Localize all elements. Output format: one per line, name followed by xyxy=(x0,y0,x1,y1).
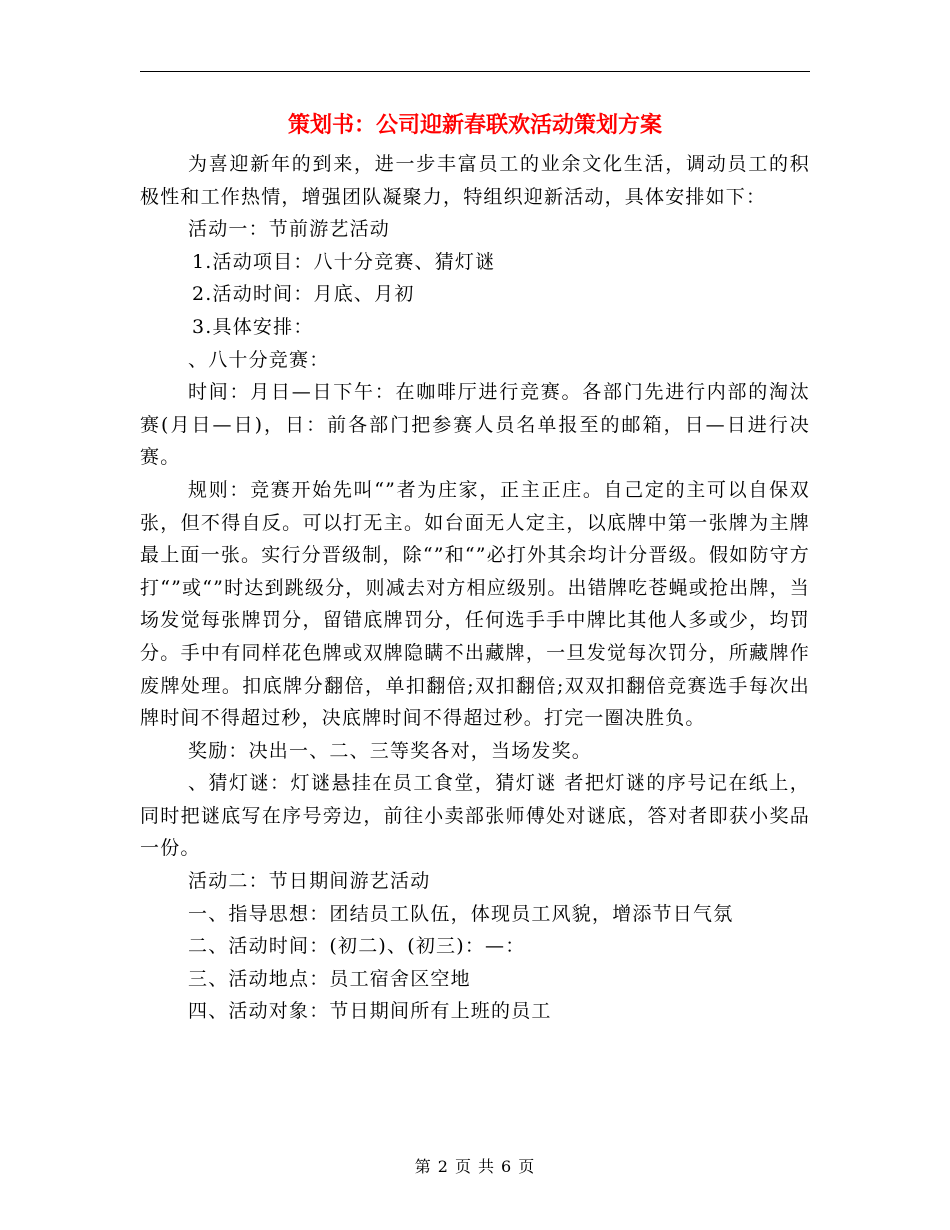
list-item-activity-items: 1.活动项目：八十分竞赛、猜灯谜 xyxy=(192,250,496,273)
document-body xyxy=(140,148,810,1028)
page-number: 2 xyxy=(437,1157,449,1176)
footer-label-gong: 共 xyxy=(478,1157,496,1176)
paragraph-activity-target: 四、活动对象：节日期间所有上班的员工 xyxy=(188,1000,552,1023)
section-heading-activity-1: 活动一：节前游艺活动 xyxy=(188,218,391,241)
section-heading-activity-2: 活动二：节日期间游艺活动 xyxy=(188,870,431,893)
paragraph-activity-location: 三、活动地点：员工宿舍区空地 xyxy=(188,967,471,990)
page-footer xyxy=(0,1154,950,1177)
paragraph-guiding-idea: 一、指导思想：团结员工队伍，体现员工风貌，增添节日气氛 xyxy=(188,902,734,925)
list-item-arrangement: 3.具体安排： xyxy=(192,315,314,338)
page-total: 6 xyxy=(501,1157,513,1176)
footer-label-di: 第 xyxy=(414,1157,432,1176)
header-rule xyxy=(140,71,810,72)
paragraph-lantern-riddles: 、猜灯谜：灯谜悬挂在员工食堂，猜灯谜 者把灯谜的序号记在纸上，同时把谜底写在序号旁边，前往小卖部张师傅处对谜底，答对者即获小奖品一份。 xyxy=(140,772,810,860)
footer-label-ye2: 页 xyxy=(518,1157,536,1176)
footer-label-ye: 页 xyxy=(454,1157,472,1176)
list-item-activity-time: 2.活动时间：月底、月初 xyxy=(192,283,415,306)
intro-paragraph: 为喜迎新年的到来，进一步丰富员工的业余文化生活，调动员工的积极性和工作热情，增强团队凝聚力，特组织迎新活动，具体安排如下： xyxy=(140,153,810,208)
subheading-eighty-points: 、八十分竞赛： xyxy=(188,348,330,371)
paragraph-activity-time: 二、活动时间：(初二)、(初三)：—： xyxy=(188,935,526,958)
paragraph-awards: 奖励：决出一、二、三等奖各对，当场发奖。 xyxy=(188,739,593,762)
paragraph-time: 时间：月日—日下午：在咖啡厅进行竞赛。各部门先进行内部的淘汰赛(月日—日)，日：前各部门把参赛人员名单报至的邮箱，日—日进行决赛。 xyxy=(140,381,810,469)
document-title: 策划书：公司迎新春联欢活动策划方案 xyxy=(287,112,662,138)
paragraph-rules: 规则：竞赛开始先叫“”者为庄家，正主正庄。自己定的主可以自保双张，但不得自反。可以打无主。如台面无人定主，以底牌中第一张牌为主牌最上面一张。实行分晋级制，除“”和“”必打外其余均计分晋级。假如防守方打“”或“”时达到跳级分，则减去对方相应级别。出错牌吃苍蝇或抢出牌，当场发觉每张牌罚分，留错底牌罚分，任何选手手中牌比其他人多或少，均罚分。手中有同样花色牌或双牌隐瞒不出藏牌，一旦发觉每次罚分，所藏牌作废牌处理。扣底牌分翻倍，单扣翻倍;双扣翻倍;双双扣翻倍竞赛选手每次出牌时间不得超过秒，决底牌时间不得超过秒。打完一圈决胜负。 xyxy=(140,478,810,730)
